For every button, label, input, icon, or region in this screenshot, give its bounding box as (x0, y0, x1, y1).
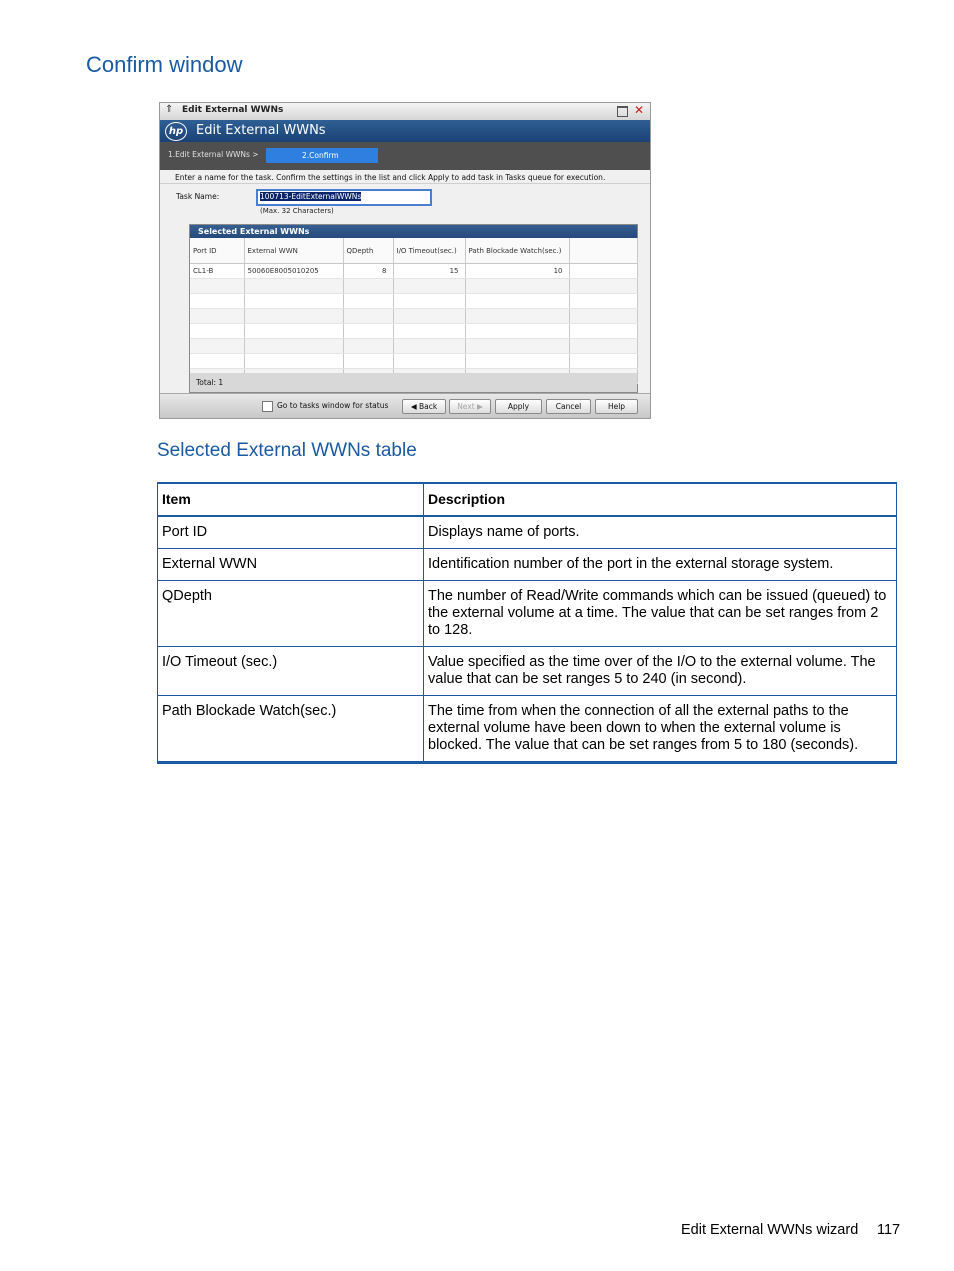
step-confirm: 2.Confirm (266, 148, 378, 163)
goto-tasks-checkbox[interactable] (262, 401, 273, 412)
col-port-id[interactable]: Port ID (190, 238, 244, 264)
task-name-input[interactable] (256, 189, 432, 206)
footer-title: Edit External WWNs wizard (681, 1222, 859, 1238)
window-titlebar (160, 103, 650, 121)
goto-tasks-label: Go to tasks window for status (277, 401, 389, 410)
row-item: Path Blockade Watch(sec.) (158, 696, 424, 763)
empty-row (190, 279, 638, 294)
help-button[interactable]: Help (595, 399, 638, 414)
row-description: Value specified as the time over of the I/O to the external volume. The value that can be set ranges 5 to 240 (in second). (424, 647, 897, 696)
table-row (158, 647, 897, 696)
selected-wwns-header: Selected External WWNs (190, 225, 637, 238)
page-number: 117 (877, 1222, 901, 1238)
empty-row (190, 324, 638, 339)
instruction-text: Enter a name for the task. Confirm the settings in the list and click Apply to add task in Tasks queue for execution. (175, 173, 606, 182)
header-item: Item (158, 483, 424, 516)
table-row (158, 696, 897, 763)
cell-path-blockade: 10 (465, 264, 569, 279)
row-description: Identification number of the port in the external storage system. (424, 549, 897, 581)
wizard-banner (160, 120, 650, 142)
col-path-blockade[interactable]: Path Blockade Watch(sec.) (465, 238, 569, 264)
empty-row (190, 354, 638, 369)
empty-row (190, 294, 638, 309)
task-name-label: Task Name: (176, 192, 220, 201)
task-name-value: 100713-EditExternalWWNs (260, 192, 362, 201)
window-title: Edit External WWNs (182, 105, 284, 115)
description-table (157, 482, 897, 764)
cell-port-id: CL1-B (190, 264, 244, 279)
row-description: Displays name of ports. (424, 516, 897, 549)
banner-title: Edit External WWNs (196, 123, 326, 138)
close-icon[interactable]: ✕ (633, 103, 644, 117)
wizard-footer (160, 393, 650, 418)
selected-wwns-table (190, 238, 638, 384)
total-count: Total: 1 (190, 373, 637, 392)
task-name-hint: (Max. 32 Characters) (260, 207, 334, 215)
table-row[interactable] (190, 264, 638, 279)
col-io-timeout[interactable]: I/O Timeout(sec.) (393, 238, 465, 264)
row-item: QDepth (158, 581, 424, 647)
row-item: External WWN (158, 549, 424, 581)
cell-io-timeout: 15 (393, 264, 465, 279)
header-description: Description (424, 483, 897, 516)
maximize-icon[interactable] (617, 106, 628, 117)
page-title: Confirm window (86, 52, 243, 77)
step-edit: 1.Edit External WWNs > (168, 150, 259, 159)
empty-row (190, 339, 638, 354)
next-button[interactable]: Next ▶ (449, 399, 491, 414)
empty-row (190, 309, 638, 324)
cancel-button[interactable]: Cancel (546, 399, 591, 414)
edit-external-wwns-window (159, 102, 651, 419)
row-item: Port ID (158, 516, 424, 549)
cell-qdepth: 8 (343, 264, 393, 279)
table-row (158, 549, 897, 581)
table-row (158, 581, 897, 647)
collapse-icon[interactable]: ⇑ (165, 104, 174, 115)
wizard-steps (160, 142, 650, 170)
col-empty (569, 238, 638, 264)
table-row (158, 516, 897, 549)
col-external-wwn[interactable]: External WWN (244, 238, 343, 264)
cell-external-wwn: 50060E8005010205 (244, 264, 343, 279)
table-title: Selected External WWNs table (157, 440, 417, 461)
back-button[interactable]: ◀ Back (402, 399, 446, 414)
row-description: The number of Read/Write commands which can be issued (queued) to the external volume at a time. The value that can be set ranges from 2 to 128. (424, 581, 897, 647)
apply-button[interactable]: Apply (495, 399, 542, 414)
row-description: The time from when the connection of all the external paths to the external volume have been down to when the external volume is blocked. The value that can be set ranges from 5 to 180 (seconds). (424, 696, 897, 763)
divider (160, 183, 650, 184)
row-item: I/O Timeout (sec.) (158, 647, 424, 696)
hp-logo-icon: hp (165, 122, 187, 141)
selected-wwns-panel (189, 224, 638, 393)
col-qdepth[interactable]: QDepth (343, 238, 393, 264)
